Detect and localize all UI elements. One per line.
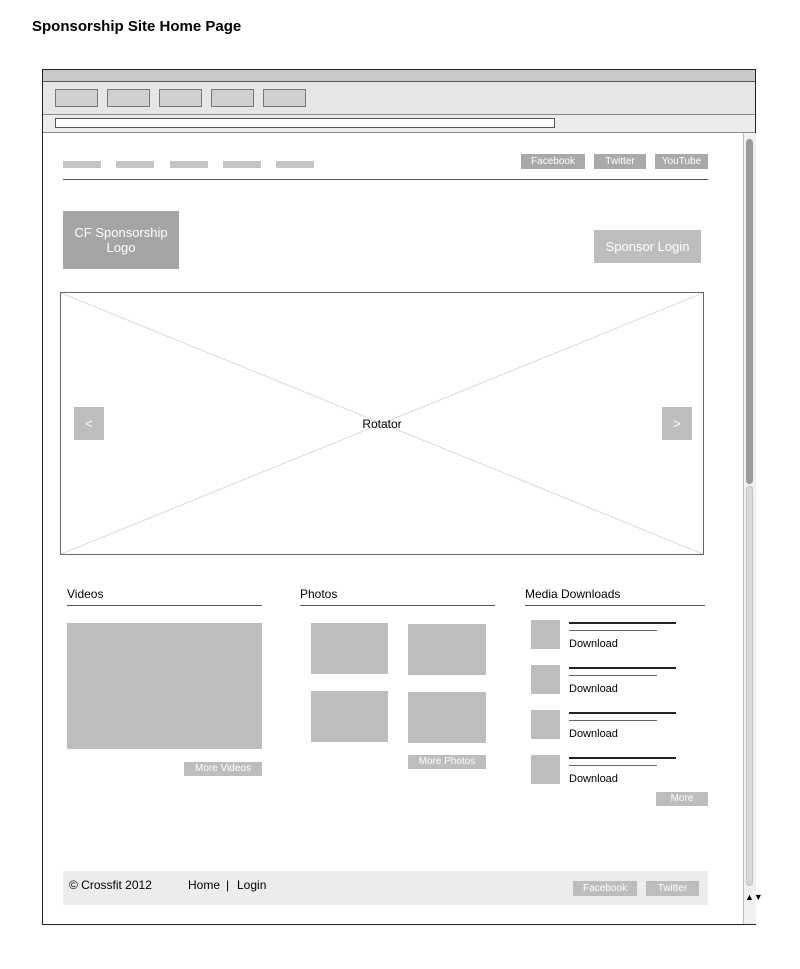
address-bar-input[interactable] xyxy=(55,118,555,128)
videos-title: Videos xyxy=(67,587,104,601)
rotator-next-button[interactable]: > xyxy=(662,407,692,440)
photo-thumbnail-3[interactable] xyxy=(311,691,388,742)
download-desc-line-1 xyxy=(569,630,657,631)
scrollbar-thumb[interactable] xyxy=(746,139,753,484)
toolbar-button-3[interactable] xyxy=(159,89,202,107)
photo-thumbnail-1[interactable] xyxy=(311,623,388,674)
rotator-label: Rotator xyxy=(362,417,402,431)
video-thumbnail[interactable] xyxy=(67,623,262,749)
rotator-prev-button[interactable]: < xyxy=(74,407,104,440)
toolbar-button-5[interactable] xyxy=(263,89,306,107)
window-title-bar xyxy=(43,70,755,82)
toolbar-button-4[interactable] xyxy=(211,89,254,107)
footer-facebook-button[interactable]: Facebook xyxy=(573,881,637,896)
toolbar-button-2[interactable] xyxy=(107,89,150,107)
photo-thumbnail-4[interactable] xyxy=(408,692,486,743)
media-downloads-divider xyxy=(525,605,705,606)
nav-item-4[interactable] xyxy=(223,161,261,168)
address-bar-row xyxy=(43,115,755,133)
page-title: Sponsorship Site Home Page xyxy=(32,18,242,35)
download-link-2[interactable]: Download xyxy=(569,683,618,695)
footer xyxy=(63,871,708,905)
download-link-3[interactable]: Download xyxy=(569,728,618,740)
download-title-line-1 xyxy=(569,622,676,624)
footer-home-link[interactable]: Home xyxy=(188,878,221,892)
download-desc-line-4 xyxy=(569,765,657,766)
logo-text: CF Sponsorship Logo xyxy=(74,225,168,255)
nav-item-5[interactable] xyxy=(276,161,314,168)
footer-twitter-button[interactable]: Twitter xyxy=(646,881,699,896)
download-title-line-2 xyxy=(569,667,676,669)
photos-divider xyxy=(300,605,495,606)
site-logo[interactable] xyxy=(63,211,179,269)
header-divider xyxy=(63,179,708,180)
download-thumb-4 xyxy=(531,755,560,784)
vertical-scrollbar[interactable] xyxy=(743,133,763,924)
media-downloads-title: Media Downloads xyxy=(525,587,621,601)
photos-title: Photos xyxy=(300,587,338,601)
more-downloads-button[interactable]: More xyxy=(656,792,708,806)
browser-window xyxy=(42,69,763,925)
footer-copyright: © Crossfit 2012 xyxy=(69,878,152,892)
footer-login-link[interactable]: Login xyxy=(237,878,267,892)
facebook-button[interactable]: Facebook xyxy=(521,154,585,169)
download-link-4[interactable]: Download xyxy=(569,773,618,785)
more-photos-button[interactable]: More Photos xyxy=(408,755,486,769)
twitter-button[interactable]: Twitter xyxy=(594,154,646,169)
scroll-arrows-icon[interactable]: ▲▼ xyxy=(745,892,763,902)
download-title-line-4 xyxy=(569,757,676,759)
nav-item-2[interactable] xyxy=(116,161,154,168)
nav-item-1[interactable] xyxy=(63,161,101,168)
download-thumb-2 xyxy=(531,665,560,694)
sponsor-login-button[interactable]: Sponsor Login xyxy=(594,230,701,263)
videos-divider xyxy=(67,605,262,606)
rotator xyxy=(60,292,704,555)
photo-thumbnail-2[interactable] xyxy=(408,624,486,675)
download-link-1[interactable]: Download xyxy=(569,638,618,650)
youtube-button[interactable]: YouTube xyxy=(655,154,708,169)
download-desc-line-2 xyxy=(569,675,657,676)
more-videos-button[interactable]: More Videos xyxy=(184,762,262,776)
scrollbar-track[interactable] xyxy=(746,486,753,886)
toolbar-button-1[interactable] xyxy=(55,89,98,107)
download-thumb-1 xyxy=(531,620,560,649)
footer-separator: | xyxy=(226,878,230,892)
download-thumb-3 xyxy=(531,710,560,739)
download-title-line-3 xyxy=(569,712,676,714)
nav-item-3[interactable] xyxy=(170,161,208,168)
browser-toolbar xyxy=(43,82,755,115)
download-desc-line-3 xyxy=(569,720,657,721)
